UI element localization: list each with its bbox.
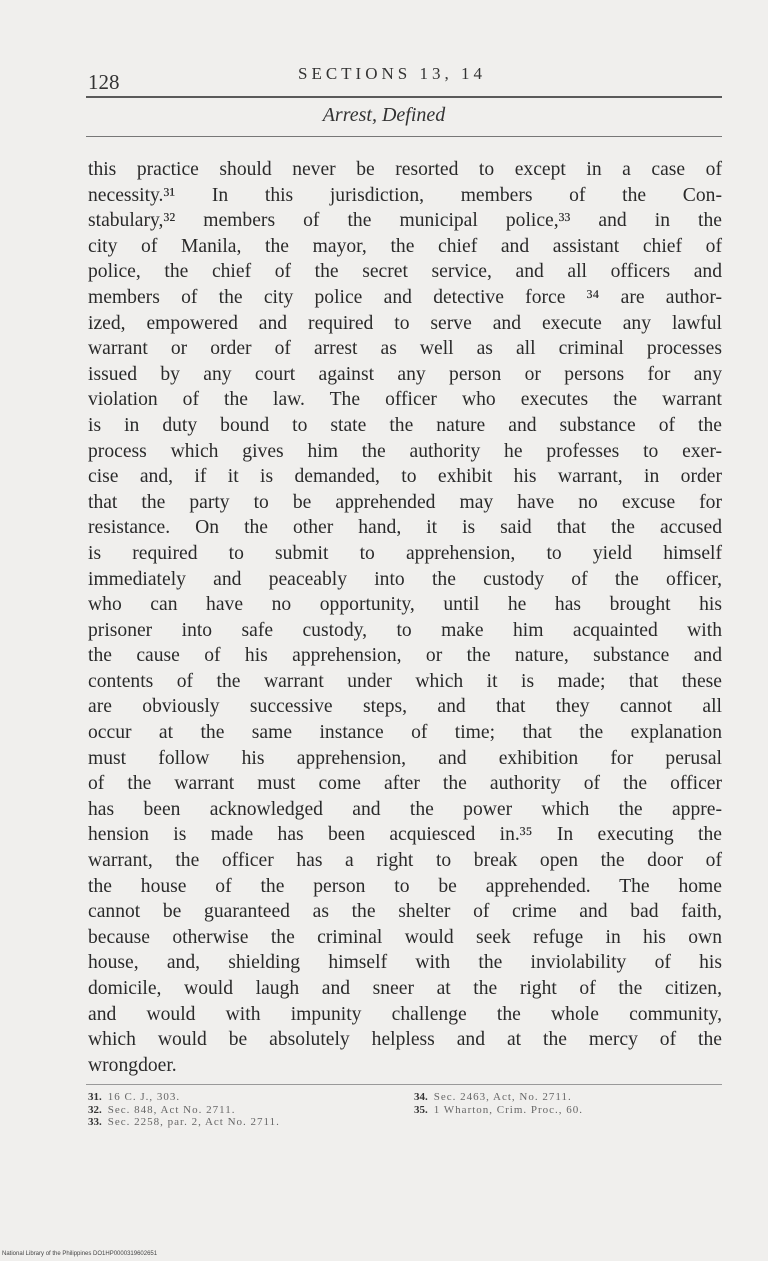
- text-line: is required to submit to apprehension, to yield himself: [88, 542, 722, 564]
- text-line: prisoner into safe custody, to make him acquainted with: [88, 619, 722, 641]
- footnote-35: [414, 1104, 583, 1117]
- footnote-34: [414, 1091, 583, 1104]
- text-line: and would with impunity challenge the whole community,: [88, 1003, 722, 1025]
- footnote-text: Sec. 848, Act No. 2711.: [107, 1103, 236, 1116]
- text-line: cannot be guaranteed as the shelter of crime and bad faith,: [88, 901, 722, 923]
- text-line: because otherwise the criminal would seek refuge in his own: [88, 926, 722, 948]
- footnote-31: [88, 1091, 280, 1104]
- text-line: wrongdoer.: [88, 1054, 177, 1076]
- footnote-text: 16 C. J., 303.: [107, 1091, 181, 1103]
- text-line: which would be absolutely helpless and at the mercy of the: [88, 1029, 722, 1051]
- text-line: the cause of his apprehension, or the nature, substance and: [88, 645, 722, 667]
- text-line: police, the chief of the secret service, and all officers and: [88, 261, 722, 283]
- page-subtitle: Arrest, Defined: [322, 104, 446, 126]
- body-paragraph: [88, 157, 722, 1078]
- subtitle-rule: [86, 136, 722, 137]
- footnote-number: 33.: [88, 1116, 102, 1128]
- header-rule: [86, 96, 722, 98]
- text-line: occur at the same instance of time; that the explanation: [88, 722, 722, 744]
- section-heading: SECTIONS 13, 14: [298, 64, 486, 83]
- text-line: has been acknowledged and the power which the appre-: [88, 798, 722, 820]
- footnote-32: [88, 1104, 280, 1117]
- text-line: stabulary,³² members of the municipal police,³³ and in the: [88, 210, 722, 232]
- text-line: the house of the person to be apprehended. The home: [88, 875, 722, 897]
- page-number: 128: [88, 70, 120, 94]
- text-line: this practice should never be resorted to except in a case of: [88, 159, 722, 180]
- footnote-33: [88, 1116, 280, 1129]
- text-line: warrant, the officer has a right to break open the door of: [88, 850, 722, 872]
- text-line: of the warrant must come after the authority of the officer: [88, 773, 722, 795]
- footnote-number: 34.: [414, 1091, 428, 1103]
- text-line: is in duty bound to state the nature and substance of the: [88, 414, 722, 436]
- text-line: resistance. On the other hand, it is said that the accused: [88, 517, 722, 539]
- text-line: must follow his apprehension, and exhibition for perusal: [88, 747, 722, 769]
- text-line: city of Manila, the mayor, the chief and assistant chief of: [88, 235, 722, 257]
- footnote-text: 1 Wharton, Crim. Proc., 60.: [433, 1103, 584, 1116]
- text-line: warrant or order of arrest as well as all criminal processes: [88, 338, 722, 360]
- text-line: house, and, shielding himself with the inviolability of his: [88, 952, 722, 974]
- text-line: issued by any court against any person or persons for any: [88, 363, 722, 385]
- footnote-number: 31.: [88, 1091, 102, 1103]
- footnote-text: Sec. 2463, Act, No. 2711.: [433, 1091, 572, 1103]
- footnote-number: 35.: [414, 1103, 428, 1116]
- text-line: cise and, if it is demanded, to exhibit his warrant, in order: [88, 466, 722, 488]
- text-line: domicile, would laugh and sneer at the right of the citizen,: [88, 978, 722, 999]
- footnotes-left: [88, 1091, 280, 1129]
- text-line: that the party to be apprehended may have no excuse for: [88, 491, 722, 513]
- footnote-rule: [86, 1084, 722, 1085]
- text-line: violation of the law. The officer who executes the warrant: [88, 389, 722, 411]
- footnote-number: 32.: [88, 1103, 102, 1116]
- footnotes-right: [414, 1091, 583, 1116]
- text-line: contents of the warrant under which it is made; that these: [88, 670, 722, 692]
- text-line: hension is made has been acquiesced in.³⁵ In executing the: [88, 824, 722, 846]
- text-line: necessity.³¹ In this jurisdiction, members of the Con-: [88, 184, 722, 206]
- text-line: process which gives him the authority he professes to exer-: [88, 440, 722, 462]
- text-line: who can have no opportunity, until he has brought his: [88, 594, 722, 616]
- library-imprint: National Library of the Philippines DO1HP0000319602651: [2, 1251, 158, 1257]
- footnote-text: Sec. 2258, par. 2, Act No. 2711.: [107, 1116, 280, 1128]
- text-line: are obviously successive steps, and that they cannot all: [88, 696, 722, 718]
- text-line: members of the city police and detective force ³⁴ are author-: [88, 286, 722, 308]
- text-line: ized, empowered and required to serve and execute any lawful: [88, 312, 722, 334]
- text-line: immediately and peaceably into the custody of the officer,: [88, 568, 722, 590]
